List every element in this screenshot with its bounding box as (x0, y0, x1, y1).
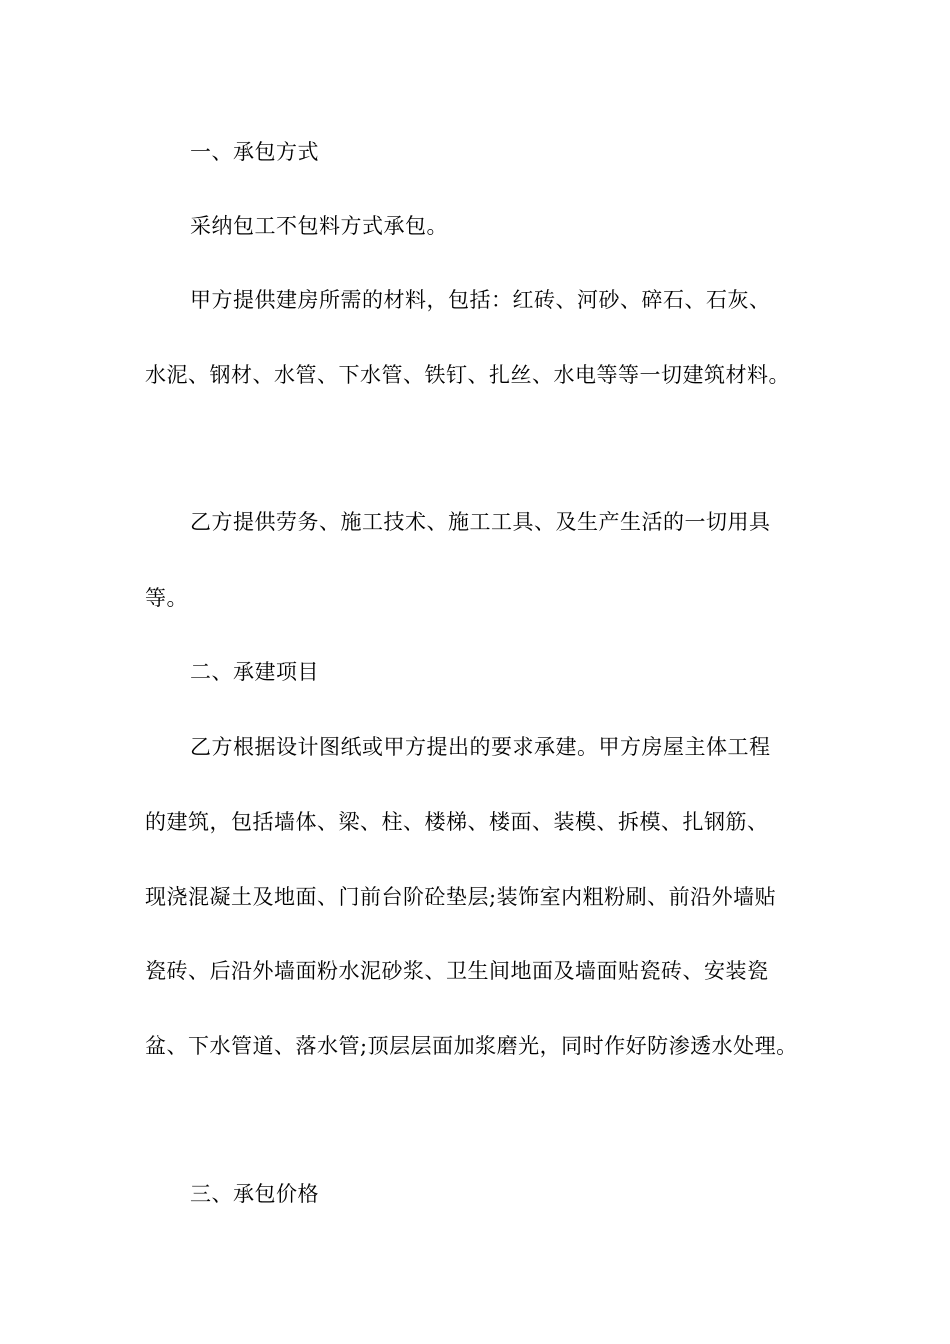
paragraph-line: 乙方根据设计图纸或甲方提出的要求承建。甲方房屋主体工程 (190, 735, 771, 759)
section-heading-contract-method: 一、承包方式 (190, 140, 319, 164)
paragraph-line: 等。 (145, 586, 188, 610)
paragraph-line: 水泥、钢材、水管、下水管、铁钉、扎丝、水电等等一切建筑材料。 (145, 363, 790, 387)
paragraph-line: 现浇混凝土及地面、门前台阶砼垫层;装饰室内粗粉刷、前沿外墙贴 (145, 885, 777, 909)
paragraph-line: 盆、下水管道、落水管;顶层层面加浆磨光，同时作好防渗透水处理。 (145, 1034, 798, 1058)
section-heading-contract-price: 三、承包价格 (190, 1182, 319, 1206)
paragraph-line: 瓷砖、后沿外墙面粉水泥砂浆、卫生间地面及墙面贴瓷砖、安装瓷 (145, 959, 769, 983)
paragraph-line: 采纳包工不包料方式承包。 (190, 214, 448, 238)
paragraph-line: 甲方提供建房所需的材料，包括：红砖、河砂、碎石、石灰、 (190, 288, 771, 312)
paragraph-line: 的建筑，包括墙体、梁、柱、楼梯、楼面、装模、拆模、扎钢筋、 (145, 810, 769, 834)
section-heading-construction-items: 二、承建项目 (190, 660, 319, 684)
paragraph-line: 乙方提供劳务、施工技术、施工工具、及生产生活的一切用具 (190, 510, 771, 534)
